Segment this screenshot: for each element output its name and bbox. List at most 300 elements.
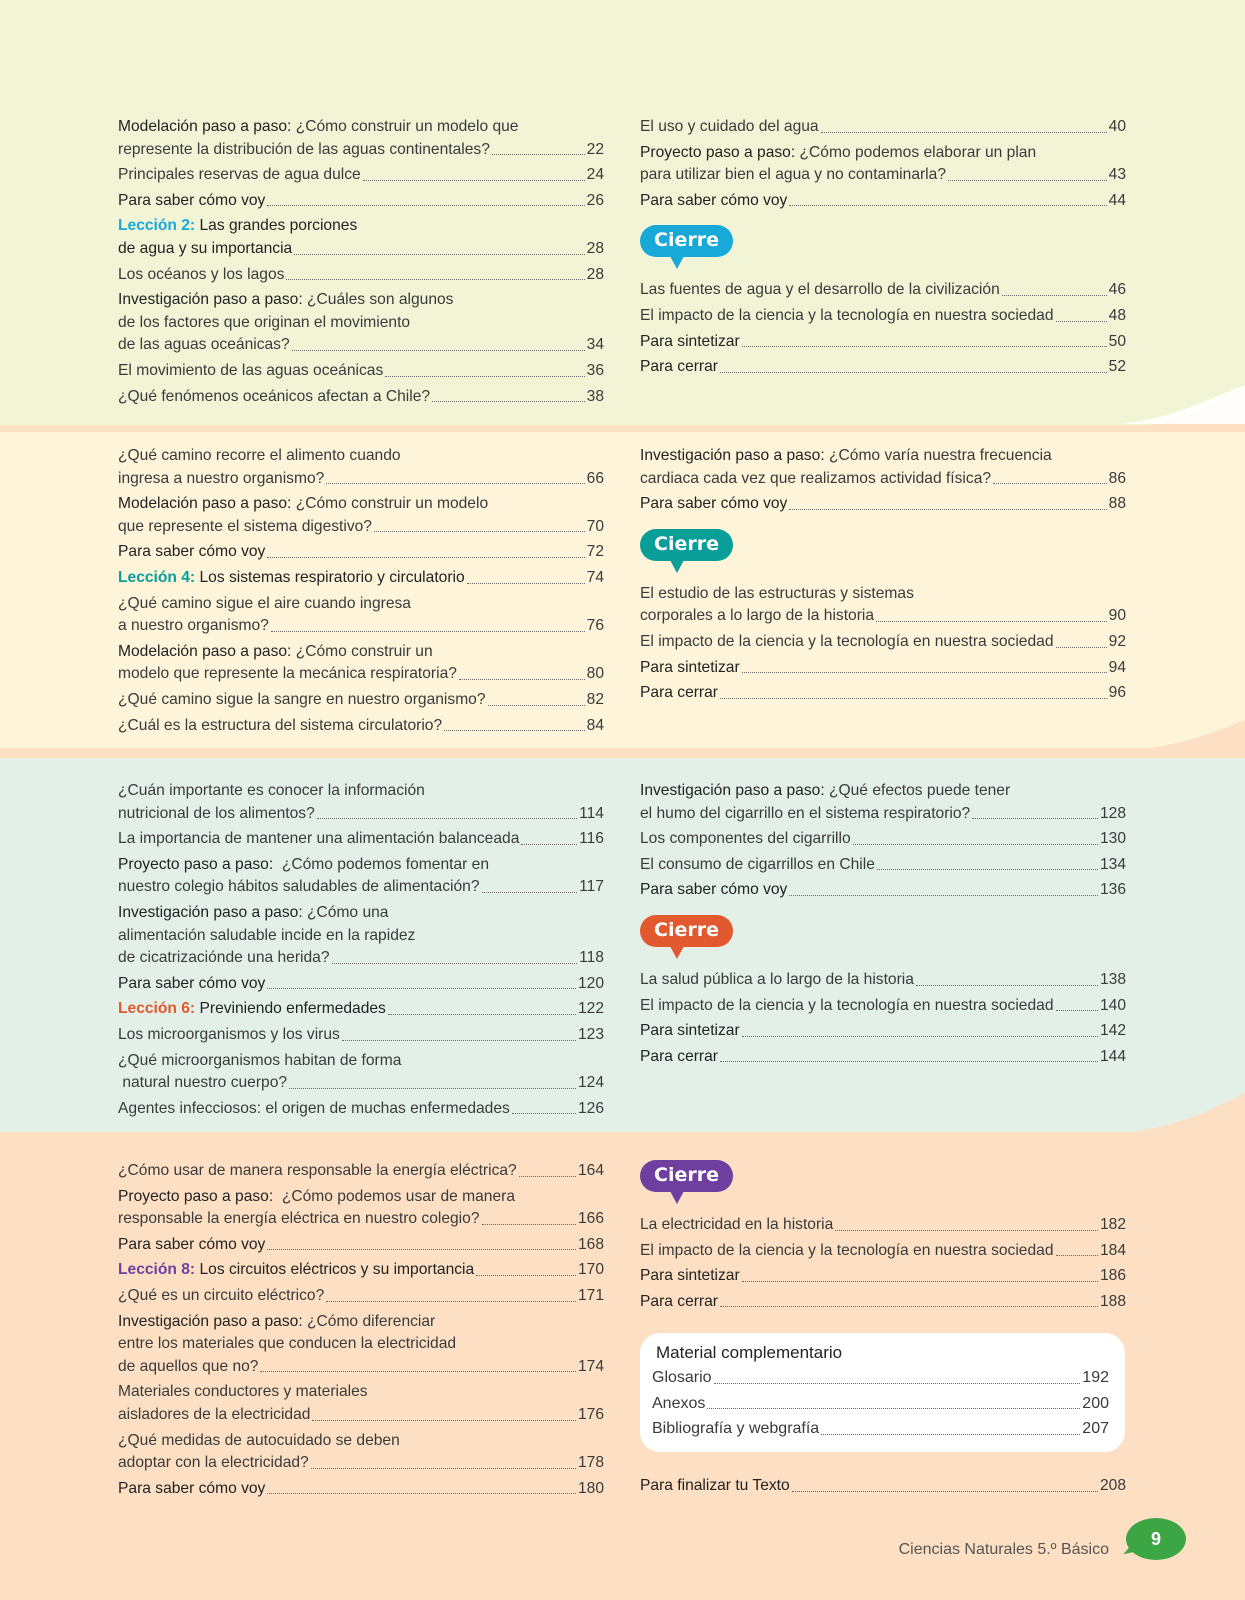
- toc-entry[interactable]: [118, 1050, 604, 1095]
- entry-text: aisladores de la electricidad: [118, 1405, 311, 1423]
- entry-line: [118, 312, 604, 335]
- entry-line: [118, 1098, 604, 1121]
- page-number: 28: [586, 239, 604, 257]
- toc-entry[interactable]: [640, 279, 1126, 302]
- entry-text: El impacto de la ciencia y la tecnología en nuestra sociedad: [640, 306, 1054, 324]
- dot-leader: [342, 1040, 576, 1041]
- entry-label: Modelación paso a paso:: [118, 642, 296, 660]
- toc-entry[interactable]: [640, 305, 1126, 328]
- toc-entry[interactable]: [118, 1259, 604, 1282]
- entry-line: [118, 1452, 604, 1475]
- entry-line: [640, 445, 1126, 468]
- toc-entry[interactable]: [640, 631, 1126, 654]
- toc-entry[interactable]: [118, 1098, 604, 1121]
- entry-line: [118, 1160, 604, 1183]
- page-number: 176: [577, 1405, 604, 1423]
- entry-text: ¿Qué fenómenos oceánicos afectan a Chile?: [118, 387, 431, 405]
- page-number-badge: 9: [1126, 1518, 1186, 1560]
- entry-text: ¿Cómo construir un: [295, 642, 433, 660]
- entry-text: corporales a lo largo de la historia: [640, 607, 875, 625]
- toc-entry[interactable]: [640, 1475, 1126, 1498]
- entry-line: [118, 854, 604, 877]
- entry-line: [640, 116, 1126, 139]
- toc-entry[interactable]: [118, 541, 604, 564]
- entry-text: el humo del cigarrillo en el sistema respiratorio?: [640, 804, 971, 822]
- entry-line: [640, 1240, 1126, 1263]
- entry-label: Para cerrar: [640, 358, 718, 376]
- dot-leader: [476, 1275, 576, 1276]
- entry-line: [640, 468, 1126, 491]
- page-number: 170: [577, 1261, 604, 1279]
- entry-line: [118, 615, 604, 638]
- entry-line: [118, 1186, 604, 1209]
- entry-text: ¿Qué camino sigue la sangre en nuestro organismo?: [118, 690, 486, 708]
- toc-entry[interactable]: [118, 360, 604, 383]
- entry-text: La importancia de mantener una alimentación balanceada: [118, 830, 520, 848]
- toc-entry[interactable]: [118, 1430, 604, 1475]
- entry-line: [640, 605, 1126, 628]
- dot-leader: [492, 154, 585, 155]
- band4-right-column: [640, 1160, 1126, 1316]
- dot-leader: [972, 818, 1098, 819]
- toc-entry[interactable]: [118, 215, 604, 260]
- entry-line: [118, 360, 604, 383]
- dot-leader: [459, 679, 585, 680]
- entry-text: ¿Qué camino recorre el alimento cuando: [118, 447, 401, 464]
- toc-entry[interactable]: [640, 657, 1126, 680]
- entry-text: ¿Cuál es la estructura del sistema circulatorio?: [118, 716, 443, 734]
- entry-line: [118, 445, 604, 468]
- page-number: 178: [577, 1454, 604, 1472]
- page-number: 164: [577, 1162, 604, 1179]
- page-number: 140: [1099, 996, 1126, 1014]
- entry-text: nutricional de los alimentos?: [118, 804, 315, 822]
- dot-leader: [432, 401, 585, 402]
- entry-line: [118, 1024, 604, 1047]
- page-number: 117: [579, 878, 604, 896]
- entry-text: ingresa a nuestro organismo?: [118, 469, 325, 487]
- entry-text: adoptar con la electricidad?: [118, 1454, 309, 1472]
- toc-entry[interactable]: [640, 780, 1126, 825]
- entry-line: [118, 876, 604, 899]
- entry-text: El uso y cuidado del agua: [640, 118, 819, 135]
- entry-line: [640, 356, 1126, 379]
- entry-text: ¿Cómo varía nuestra frecuencia: [828, 447, 1052, 464]
- page-number: 66: [586, 469, 604, 487]
- entry-label: Para saber cómo voy: [640, 191, 788, 209]
- page-number: 52: [1108, 358, 1126, 376]
- entry-text: natural nuestro cuerpo?: [118, 1074, 288, 1092]
- toc-entry[interactable]: [118, 1381, 604, 1426]
- entry-line: [118, 1072, 604, 1095]
- page-number: 48: [1108, 306, 1126, 324]
- page-number: 136: [1099, 881, 1126, 899]
- dot-leader: [714, 1383, 1081, 1384]
- entry-text: Agentes infecciosos: el origen de muchas enfermedades: [118, 1099, 510, 1117]
- entry-text: ¿Cómo construir un modelo que: [295, 118, 519, 135]
- dot-leader: [260, 1371, 576, 1372]
- toc-entry[interactable]: [118, 780, 604, 825]
- entry-text: nuestro colegio hábitos saludables de alimentación?: [118, 878, 480, 896]
- dot-leader: [948, 180, 1107, 181]
- entry-line: [118, 925, 604, 948]
- entry-text: alimentación saludable incide en la rapidez: [118, 926, 416, 944]
- entry-line: [640, 1475, 1126, 1498]
- toc-entry[interactable]: [118, 1160, 604, 1183]
- entry-text: de aquellos que no?: [118, 1357, 259, 1375]
- dot-leader: [267, 557, 584, 558]
- entry-line: [640, 1214, 1126, 1237]
- entry-text: ¿Cómo una: [306, 903, 389, 921]
- lesson-label: Lección 8:: [118, 1261, 200, 1279]
- page-number: 80: [586, 665, 604, 683]
- toc-entry[interactable]: [640, 1020, 1126, 1043]
- entry-line: [640, 1020, 1126, 1043]
- toc-entry[interactable]: [640, 828, 1126, 851]
- band4-left-column: [118, 1160, 604, 1503]
- entry-line: [652, 1393, 1109, 1416]
- toc-entry[interactable]: [640, 682, 1126, 705]
- toc-entry[interactable]: [118, 641, 604, 686]
- material-heading: Material complementario: [656, 1343, 843, 1362]
- toc-entry[interactable]: [640, 116, 1126, 139]
- toc-entry[interactable]: [640, 1291, 1126, 1314]
- entry-line: [118, 516, 604, 539]
- entry-text: ¿Cómo diferenciar: [306, 1312, 436, 1330]
- toc-entry[interactable]: [652, 1418, 1109, 1441]
- entry-label: Para cerrar: [640, 1292, 718, 1310]
- entry-text: ¿Cómo construir un modelo: [295, 495, 489, 513]
- dot-leader: [720, 372, 1107, 373]
- entry-line: [118, 116, 604, 139]
- page-number: 200: [1082, 1394, 1109, 1412]
- entry-text: de cicatrizaciónde una herida?: [118, 949, 330, 967]
- toc-entry[interactable]: [640, 142, 1126, 187]
- page-number: 96: [1108, 684, 1126, 702]
- entry-line: [118, 998, 604, 1021]
- dot-leader: [512, 1113, 576, 1114]
- entry-line: [640, 164, 1126, 187]
- toc-entry[interactable]: [640, 854, 1126, 877]
- entry-text: represente la distribución de las aguas continentales?: [118, 140, 490, 158]
- entry-label: Para sintetizar: [640, 1022, 740, 1040]
- entry-line: [118, 1381, 604, 1404]
- entry-label: Modelación paso a paso:: [118, 118, 296, 135]
- entry-line: [118, 541, 604, 564]
- page-number: 123: [577, 1025, 604, 1043]
- toc-entry[interactable]: [118, 1024, 604, 1047]
- entry-line: [118, 190, 604, 213]
- toc-entry[interactable]: [118, 445, 604, 490]
- page-number: 128: [1099, 804, 1126, 822]
- page-number: 192: [1082, 1369, 1109, 1386]
- dot-leader: [311, 1468, 576, 1469]
- dot-leader: [720, 1306, 1098, 1307]
- entry-line: [118, 264, 604, 287]
- toc-entry[interactable]: [118, 289, 604, 357]
- toc-entry[interactable]: [640, 1240, 1126, 1263]
- entry-text: El estudio de las estructuras y sistemas: [640, 584, 914, 602]
- toc-entry[interactable]: [118, 973, 604, 996]
- band3-right-column: [640, 780, 1126, 1071]
- toc-entry[interactable]: [640, 356, 1126, 379]
- entry-line: [118, 215, 604, 238]
- page-number: 82: [586, 690, 604, 708]
- page-number: 88: [1108, 495, 1126, 513]
- entry-line: [640, 879, 1126, 902]
- entry-text: Las fuentes de agua y el desarrollo de la civilización: [640, 281, 1000, 299]
- toc-entry[interactable]: [118, 998, 604, 1021]
- toc-entry[interactable]: [640, 879, 1126, 902]
- entry-text: El consumo de cigarrillos en Chile: [640, 855, 875, 873]
- entry-text: El impacto de la ciencia y la tecnología en nuestra sociedad: [640, 996, 1054, 1014]
- toc-entry[interactable]: [118, 1234, 604, 1257]
- page-number: 126: [577, 1099, 604, 1117]
- entry-line: [118, 803, 604, 826]
- entry-label: Investigación paso a paso:: [118, 1312, 307, 1330]
- entry-line: [118, 593, 604, 616]
- entry-text: El impacto de la ciencia y la tecnología en nuestra sociedad: [640, 1241, 1054, 1259]
- entry-line: [118, 973, 604, 996]
- entry-label: Investigación paso a paso:: [640, 782, 829, 799]
- lesson-title: Previniendo enfermedades: [199, 1000, 386, 1018]
- toc-entry[interactable]: [118, 854, 604, 899]
- toc-entry[interactable]: [118, 1186, 604, 1231]
- page-number: 44: [1108, 191, 1126, 209]
- cierre-badge: Cierre: [640, 529, 733, 561]
- page-number: 124: [577, 1074, 604, 1092]
- entry-line: [652, 1418, 1109, 1441]
- toc-entry[interactable]: [118, 567, 604, 590]
- toc-entry[interactable]: [640, 969, 1126, 992]
- entry-text: ¿Cómo podemos fomentar en: [277, 855, 489, 873]
- entry-line: [118, 139, 604, 162]
- entry-line: [118, 1311, 604, 1334]
- dot-leader: [835, 1230, 1098, 1231]
- entry-text: de los factores que originan el movimiento: [118, 313, 411, 331]
- page-number: 36: [586, 361, 604, 379]
- cierre-badge: Cierre: [640, 915, 733, 947]
- page-number: 207: [1082, 1420, 1109, 1438]
- band3-left-column: [118, 780, 604, 1123]
- entry-line: [652, 1367, 1109, 1390]
- entry-line: [118, 289, 604, 312]
- dot-leader: [444, 730, 585, 731]
- entry-line: [118, 715, 604, 738]
- dot-leader: [267, 205, 584, 206]
- toc-entry[interactable]: [118, 828, 604, 851]
- page-number: 116: [579, 830, 604, 848]
- entry-line: [118, 468, 604, 491]
- page-number: 144: [1099, 1047, 1126, 1065]
- toc-entry[interactable]: [118, 902, 604, 970]
- entry-line: [118, 1050, 604, 1073]
- toc-entry[interactable]: [118, 264, 604, 287]
- lesson-title: de agua y su importancia: [118, 239, 293, 257]
- page-number: 171: [577, 1286, 604, 1304]
- entry-label: Proyecto paso a paso:: [118, 855, 278, 873]
- entry-label: Investigación paso a paso:: [118, 291, 307, 309]
- toc-entry[interactable]: [640, 190, 1126, 213]
- entry-label: Para saber cómo voy: [118, 1235, 266, 1253]
- toc-entry[interactable]: [652, 1367, 1109, 1390]
- entry-label: Para cerrar: [640, 684, 718, 702]
- entry-text: ¿Cómo usar de manera responsable la energía eléctrica?: [118, 1162, 517, 1179]
- toc-entry[interactable]: [118, 593, 604, 638]
- page-number: 46: [1108, 281, 1126, 299]
- toc-entry[interactable]: [652, 1393, 1109, 1416]
- dot-leader: [916, 985, 1098, 986]
- toc-entry[interactable]: [118, 1285, 604, 1308]
- toc-entry[interactable]: [640, 445, 1126, 490]
- entry-text: entre los materiales que conducen la electricidad: [118, 1335, 457, 1353]
- page-number: 34: [586, 336, 604, 354]
- band1-right-column: [640, 116, 1126, 382]
- entry-text: ¿Qué efectos puede tener: [828, 782, 1011, 799]
- band2-right-column: [640, 445, 1126, 708]
- dot-leader: [521, 844, 577, 845]
- page-number: 122: [577, 1000, 604, 1018]
- dot-leader: [792, 1491, 1098, 1492]
- dot-leader: [482, 892, 578, 893]
- dot-leader: [789, 205, 1106, 206]
- entry-line: [640, 780, 1126, 803]
- dot-leader: [363, 180, 585, 181]
- entry-text: Principales reservas de agua dulce: [118, 166, 361, 184]
- entry-line: [118, 1259, 604, 1282]
- entry-line: [118, 1404, 604, 1427]
- toc-entry[interactable]: [640, 1265, 1126, 1288]
- band2-left-column: [118, 445, 604, 740]
- entry-line: [640, 631, 1126, 654]
- page-number: 184: [1099, 1241, 1126, 1259]
- page-number: 166: [577, 1210, 604, 1228]
- toc-entry[interactable]: [640, 331, 1126, 354]
- dot-leader: [267, 1493, 576, 1494]
- page-number: 38: [586, 387, 604, 405]
- entry-text: Anexos: [652, 1394, 706, 1412]
- entry-label: Proyecto paso a paso:: [640, 143, 800, 161]
- entry-line: [640, 803, 1126, 826]
- entry-text: El movimiento de las aguas oceánicas: [118, 361, 384, 379]
- entry-label: Para sintetizar: [640, 658, 740, 676]
- entry-line: [118, 493, 604, 516]
- toc-entry[interactable]: [118, 190, 604, 213]
- toc-entry[interactable]: [118, 715, 604, 738]
- dot-leader: [467, 583, 585, 584]
- toc-entry[interactable]: [118, 116, 604, 161]
- dot-leader: [1056, 1255, 1098, 1256]
- page-number: 130: [1099, 830, 1126, 848]
- toc-entry[interactable]: [640, 583, 1126, 628]
- cierre-badge: Cierre: [640, 225, 733, 257]
- toc-entry[interactable]: [640, 493, 1126, 516]
- page-number: 188: [1099, 1292, 1126, 1310]
- entry-label: Proyecto paso a paso:: [118, 1187, 278, 1205]
- entry-label: Para saber cómo voy: [118, 974, 266, 992]
- toc-entry[interactable]: [118, 689, 604, 712]
- entry-text: Bibliografía y webgrafía: [652, 1420, 820, 1438]
- entry-text: La salud pública a lo largo de la historia: [640, 970, 914, 988]
- dot-leader: [742, 1036, 1098, 1037]
- page-number: 40: [1108, 118, 1126, 135]
- dot-leader: [267, 988, 576, 989]
- dot-leader: [1056, 647, 1107, 648]
- entry-line: [118, 567, 604, 590]
- page-number: 92: [1108, 632, 1126, 650]
- dot-leader: [326, 483, 584, 484]
- entry-text: ¿Qué medidas de autocuidado se deben: [118, 1431, 400, 1449]
- page-number: 118: [579, 949, 604, 967]
- entry-line: [118, 164, 604, 187]
- entry-line: [118, 1430, 604, 1453]
- dot-leader: [374, 531, 585, 532]
- dot-leader: [1056, 321, 1107, 322]
- page-number: 72: [586, 543, 604, 561]
- entry-text: Los microorganismos y los virus: [118, 1025, 340, 1043]
- entry-line: [118, 641, 604, 664]
- entry-line: [118, 1333, 604, 1356]
- dot-leader: [707, 1408, 1080, 1409]
- toc-entry[interactable]: [118, 493, 604, 538]
- dot-leader: [385, 376, 584, 377]
- page-number: 50: [1108, 332, 1126, 350]
- dot-leader: [742, 1281, 1098, 1282]
- toc-entry[interactable]: [640, 1214, 1126, 1237]
- entry-text: Glosario: [652, 1369, 712, 1386]
- page-number: 24: [586, 166, 604, 184]
- entry-label: Para sintetizar: [640, 332, 740, 350]
- entry-text: de las aguas oceánicas?: [118, 336, 290, 354]
- entry-label: Para cerrar: [640, 1047, 718, 1065]
- toc-entry[interactable]: [118, 386, 604, 409]
- dot-leader: [877, 869, 1098, 870]
- dot-leader: [720, 698, 1107, 699]
- dot-leader: [294, 254, 584, 255]
- entry-text: Los componentes del cigarrillo: [640, 830, 851, 848]
- toc-entry[interactable]: [640, 995, 1126, 1018]
- dot-leader: [821, 132, 1107, 133]
- dot-leader: [720, 1061, 1098, 1062]
- toc-entry[interactable]: [118, 1478, 604, 1501]
- finalizar-entry-wrap: [640, 1475, 1126, 1501]
- lesson-label: Lección 6:: [118, 1000, 200, 1018]
- page-number: 134: [1099, 855, 1126, 873]
- page-number: 86: [1108, 469, 1126, 487]
- entry-label: Para saber cómo voy: [118, 191, 266, 209]
- page-number: 174: [577, 1357, 604, 1375]
- entry-text: ¿Cuáles son algunos: [306, 291, 454, 309]
- page-number: 43: [1108, 166, 1126, 184]
- dot-leader: [326, 1301, 576, 1302]
- toc-entry[interactable]: [118, 1311, 604, 1379]
- entry-text: ¿Cómo podemos usar de manera: [277, 1187, 516, 1205]
- entry-line: [640, 657, 1126, 680]
- material-complementario-box: [640, 1333, 1125, 1452]
- toc-entry[interactable]: [118, 164, 604, 187]
- page-number: 28: [586, 265, 604, 283]
- dot-leader: [332, 963, 578, 964]
- entry-text: ¿Qué microorganismos habitan de forma: [118, 1051, 402, 1069]
- page-number: 138: [1099, 970, 1126, 988]
- entry-text: Los océanos y los lagos: [118, 265, 285, 283]
- page-number: 120: [577, 974, 604, 992]
- toc-entry[interactable]: [640, 1046, 1126, 1069]
- entry-line: [118, 947, 604, 970]
- entry-text: ¿Cómo podemos elaborar un plan: [799, 143, 1037, 161]
- page-number: 142: [1099, 1022, 1126, 1040]
- entry-text: cardiaca cada vez que realizamos actividad física?: [640, 469, 992, 487]
